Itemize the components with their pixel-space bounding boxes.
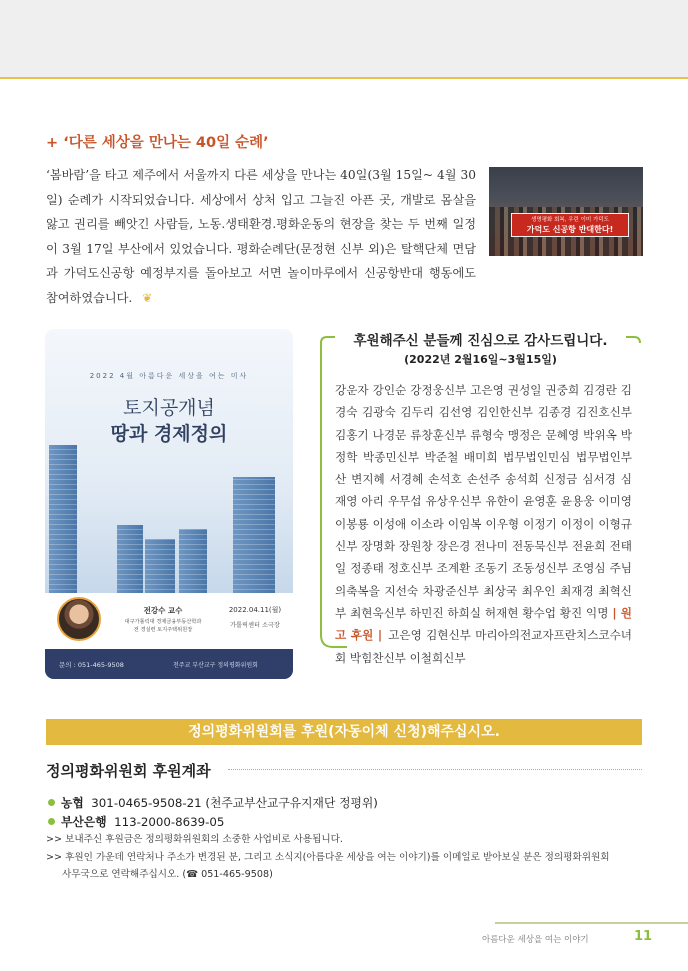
dotted-divider xyxy=(228,769,642,770)
footer-title: 아름다운 세상을 여는 이야기 xyxy=(482,935,589,945)
poster-title-line2: 땅과 경제정의 xyxy=(110,423,228,445)
account-holder: (천주교부산교구유지재단 정평위) xyxy=(205,796,378,810)
banner-text: 가덕도 신공항 반대한다! xyxy=(526,225,614,234)
note-line: 사무국으로 연락해주십시오. (☎ 051-465-9508) xyxy=(62,869,273,880)
donor-list xyxy=(335,379,632,669)
poster-phone: 문의 : 051-465-9508 xyxy=(59,661,124,669)
account-item xyxy=(48,794,378,811)
page-number: 11 xyxy=(634,929,653,944)
thanks-period: (2022년 2월16일~3월15일) xyxy=(404,353,557,366)
account-item xyxy=(48,813,224,830)
accounts-heading: 정의평화위원회 후원계좌 xyxy=(46,762,211,780)
header-band xyxy=(0,0,688,77)
pilgrimage-photo xyxy=(489,167,643,256)
header-rule xyxy=(0,77,688,79)
poster-org: 천주교 부산교구 정의평화위원회 xyxy=(173,662,258,669)
intro-paragraph xyxy=(46,163,476,310)
bank-name: 부산은행 xyxy=(61,815,107,829)
account-number: 113-2000-8639-05 xyxy=(114,815,225,829)
account-number: 301-0465-9508-21 xyxy=(91,796,202,810)
donation-banner: 정의평화위원회를 후원(자동이체 신청)해주십시오. xyxy=(46,719,642,745)
banner-subtext: 생명평화 회복, 우린 이미 가덕도 xyxy=(531,217,609,223)
section-title: + ‘다른 세상을 만나는 40일 순례’ xyxy=(46,135,269,151)
poster-subtitle: 2022 4월 아름다운 세상을 여는 미사 xyxy=(89,372,249,380)
footer-rule xyxy=(495,922,688,924)
intro-text: ‘봄바람’을 타고 제주에서 서울까지 다른 세상을 만나는 40일(3월 15일~ 4월 30일) 순례가 시작되었습니다. 세상에서 상처 입고 그늘진 아픈 곳, 개발로 몸살을 앓고 권리를 빼앗긴 사람들, 노동.생태환경.평화운동의 현장을 찾는 두 번째 일정이 3월 17일 부산에서 있었습니다. 평화순례단(문정현 신부 외)은 탈핵단체 면담과 가덕도신공항 예정부지를 돌아보고 서면 놀이마루에서 신공항반대 행동에도 참여하였습니다. xyxy=(46,168,476,305)
bank-name: 농협 xyxy=(61,796,84,810)
manuscript-tag: | 원고 후원 | xyxy=(335,605,632,643)
building xyxy=(145,539,175,595)
speaker-role: 대구가톨릭대 경제금융부동산학과 xyxy=(124,619,202,625)
poster-title-line1: 토지공개념 xyxy=(123,397,215,419)
thanks-box xyxy=(319,329,642,665)
bullet-icon xyxy=(48,818,55,825)
building xyxy=(233,477,275,595)
building xyxy=(179,529,207,595)
bullet-icon xyxy=(48,799,55,806)
speaker-name: 전강수 교수 xyxy=(143,606,183,615)
note-line: >> 후원인 가운데 연락처나 주소가 변경된 분, 그리고 소식지(아름다운 세상을 여는 이야기)를 이메일로 받아보실 분은 정의평화위원회 xyxy=(46,852,610,863)
donor-names: 강운자 강인순 강정웅신부 고은영 권성일 권중희 김경란 김경숙 김광숙 김두리 김선영 김인한신부 김종경 김진호신부 김홍기 나경문 류창훈신부 류형숙 맹정은 문혜영 박위옥 박정학 박종민신부 박준철 배미희 법무법인민심 법무법인부산 변지혜 서경혜 손석호 손선주 송석희 신정금 심서경 심재영 아리 우무섭 유상우신부 유한이 윤영훈 윤용웅 이미영 이봉룡 이성애 이소라 이임복 이우형 이정기 이정이 이형규신부 장명화 장원창 장은경 전나미 전동묵신부 전윤희 전태일 정종태 정호신부 조계환 조동기 조동성신부 조영심 주님의축복을 지선숙 차광준신부 최상국 최우인 최재경 최혁신부 최현욱신부 하민진 하희실 허재현 황수업 황진 익명 xyxy=(335,383,632,620)
event-poster xyxy=(45,329,293,679)
note-line: >> 보내주신 후원금은 정의평화위원회의 소중한 사업비로 사용됩니다. xyxy=(46,834,343,845)
thanks-title: 후원해주신 분들께 진심으로 감사드립니다. xyxy=(353,333,608,349)
manuscript-donors: 고은영 김현신부 마리아의전교자프란치스코수녀회 박힘찬신부 이철희신부 xyxy=(335,628,632,665)
event-date: 2022.04.11(월) xyxy=(228,606,282,614)
event-venue: 가톨릭센터 소극장 xyxy=(230,622,280,629)
protest-banner xyxy=(511,213,629,237)
building xyxy=(49,445,77,595)
building xyxy=(117,525,143,595)
speaker-role: 전 경실련 토지주택위원장 xyxy=(133,627,193,633)
leaf-icon: ❦ xyxy=(142,290,153,305)
speaker-avatar xyxy=(57,597,101,641)
